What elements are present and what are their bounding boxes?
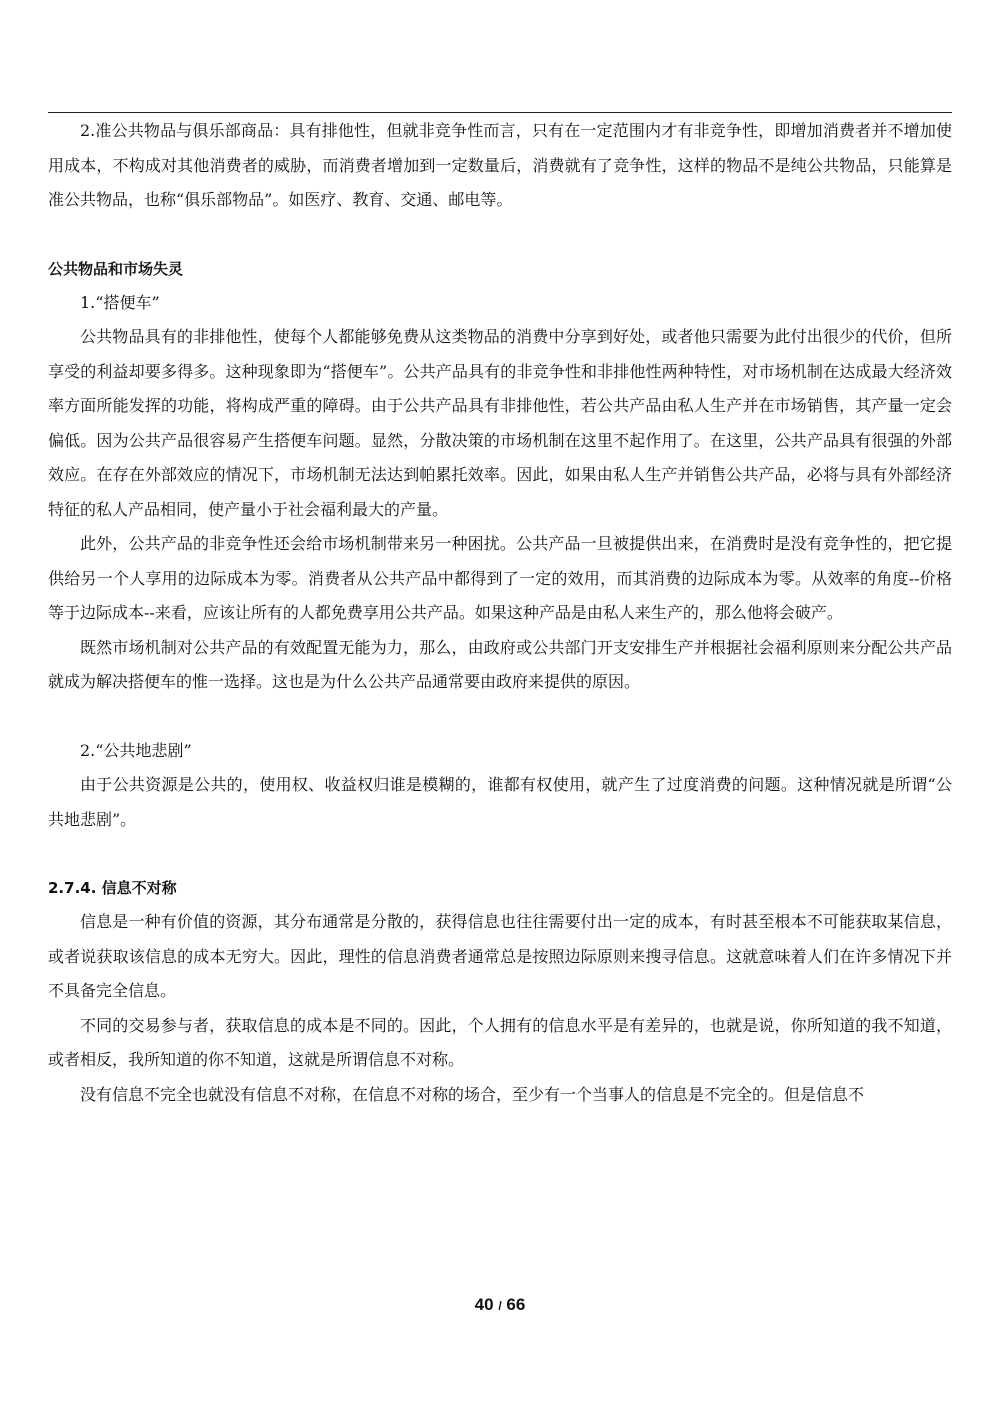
header-rule bbox=[48, 112, 952, 113]
paragraph-free-rider-3: 既然市场机制对公共产品的有效配置无能为力，那么，由政府或公共部门开支安排生产并根据社会福利原则来分配公共产品就成为解决搭便车的惟一选择。这也是为什么公共产品通常要由政府来提供的原因。 bbox=[48, 637, 952, 691]
paragraph-asymmetry-3: 没有信息不完全也就没有信息不对称，在信息不对称的场合，至少有一个当事人的信息是不完全的。但是信息不 bbox=[80, 1084, 865, 1104]
section-heading-information-asymmetry: 2.7.4. 信息不对称 bbox=[48, 879, 177, 897]
paragraph-asymmetry-2: 不同的交易参与者，获取信息的成本是不同的。因此，个人拥有的信息水平是有差异的，也就是说，你所知道的我不知道，或者相反，我所知道的你不知道，这就是所谓信息不对称。 bbox=[48, 1015, 952, 1069]
subheading-tragedy-of-commons: 2.“公共地悲剧” bbox=[80, 740, 192, 760]
total-pages-number: 66 bbox=[506, 1295, 526, 1314]
current-page-number: 40 bbox=[474, 1295, 494, 1314]
paragraph-club-goods: 2.准公共物品与俱乐部商品：具有排他性，但就非竞争性而言，只有在一定范围内才有非竞争性，即增加消费者并不增加使用成本，不构成对其他消费者的威胁，而消费者增加到一定数量后，消费就有了竞争性，这样的物品不是纯公共物品，只能算是准公共物品，也称“俱乐部物品”。如医疗、教育、交通、邮电等。 bbox=[48, 121, 952, 209]
page-separator: / bbox=[498, 1299, 502, 1313]
page-content bbox=[48, 114, 952, 1112]
paragraph-free-rider-2: 此外，公共产品的非竞争性还会给市场机制带来另一种困扰。公共产品一旦被提供出来，在消费时是没有竞争性的，把它提供给另一个人享用的边际成本为零。消费者从公共产品中都得到了一定的效用，而其消费的边际成本为零。从效率的角度--价格等于边际成本--来看，应该让所有的人都免费享用公共产品。如果这种产品是由私人来生产的，那么他将会破产。 bbox=[48, 534, 952, 622]
section-heading-public-goods-market-failure: 公共物品和市场失灵 bbox=[48, 259, 184, 278]
paragraph-commons-1: 由于公共资源是公共的，使用权、收益权归谁是模糊的，谁都有权使用，就产生了过度消费的问题。这种情况就是所谓“公共地悲剧”。 bbox=[48, 775, 952, 829]
paragraph-asymmetry-1: 信息是一种有价值的资源，其分布通常是分散的，获得信息也往往需要付出一定的成本，有时甚至根本不可能获取某信息，或者说获取该信息的成本无穷大。因此，理性的信息消费者通常总是按照边际原则来搜寻信息。这就意味着人们在许多情况下并不具备完全信息。 bbox=[48, 912, 952, 1000]
page-number bbox=[0, 1295, 1000, 1315]
paragraph-free-rider-1: 公共物品具有的非排他性，使每个人都能够免费从这类物品的消费中分享到好处，或者他只需要为此付出很少的代价，但所享受的利益却要多得多。这种现象即为“搭便车”。公共产品具有的非竞争性和非排他性两种特性，对市场机制在达成最大经济效率方面所能发挥的功能，将构成严重的障碍。由于公共产品具有非排他性，若公共产品由私人生产并在市场销售，其产量一定会偏低。因为公共产品很容易产生搭便车问题。显然，分散决策的市场机制在这里不起作用了。在这里，公共产品具有很强的外部效应。在存在外部效应的情况下，市场机制无法达到帕累托效率。因此，如果由私人生产并销售公共产品，必将与具有外部经济特征的私人产品相同，使产量小于社会福利最大的产量。 bbox=[48, 327, 952, 519]
subheading-free-rider: 1.“搭便车” bbox=[80, 292, 160, 312]
